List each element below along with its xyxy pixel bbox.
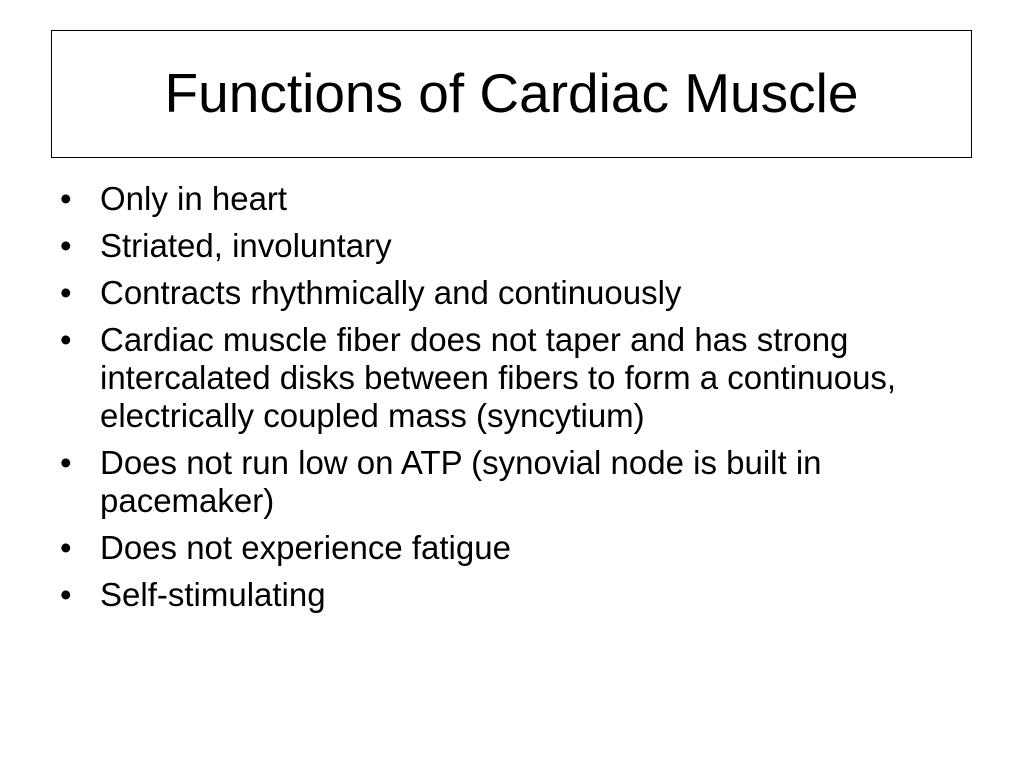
bullet-text: Striated, involuntary [100,227,392,264]
bullet-text: Self-stimulating [100,576,326,613]
bullet-item [58,529,958,567]
bullet-item [58,576,958,614]
bullet-text: Cardiac muscle fiber does not taper and has strong intercalated disks between fibers to form a continuous, electrically coupled mass (syncytium) [100,321,897,434]
bullet-icon: • [60,321,72,358]
bullet-item [58,321,958,435]
bullet-icon: • [60,576,72,613]
bullet-icon: • [60,274,72,311]
bullet-text: Contracts rhythmically and continuously [100,274,682,311]
bullet-item [58,444,958,520]
bullet-item [58,180,958,218]
bullet-text: Only in heart [100,180,288,217]
bullet-list [58,180,958,623]
bullet-text: Does not experience fatigue [100,529,511,566]
slide-title: Functions of Cardiac Muscle [164,61,859,124]
bullet-item [58,227,958,265]
bullet-icon: • [60,227,72,264]
bullet-icon: • [60,444,72,481]
bullet-icon: • [60,529,72,566]
bullet-text: Does not run low on ATP (synovial node is built in pacemaker) [100,444,822,519]
bullet-icon: • [60,180,72,217]
title-box [51,30,972,158]
bullet-item [58,274,958,312]
